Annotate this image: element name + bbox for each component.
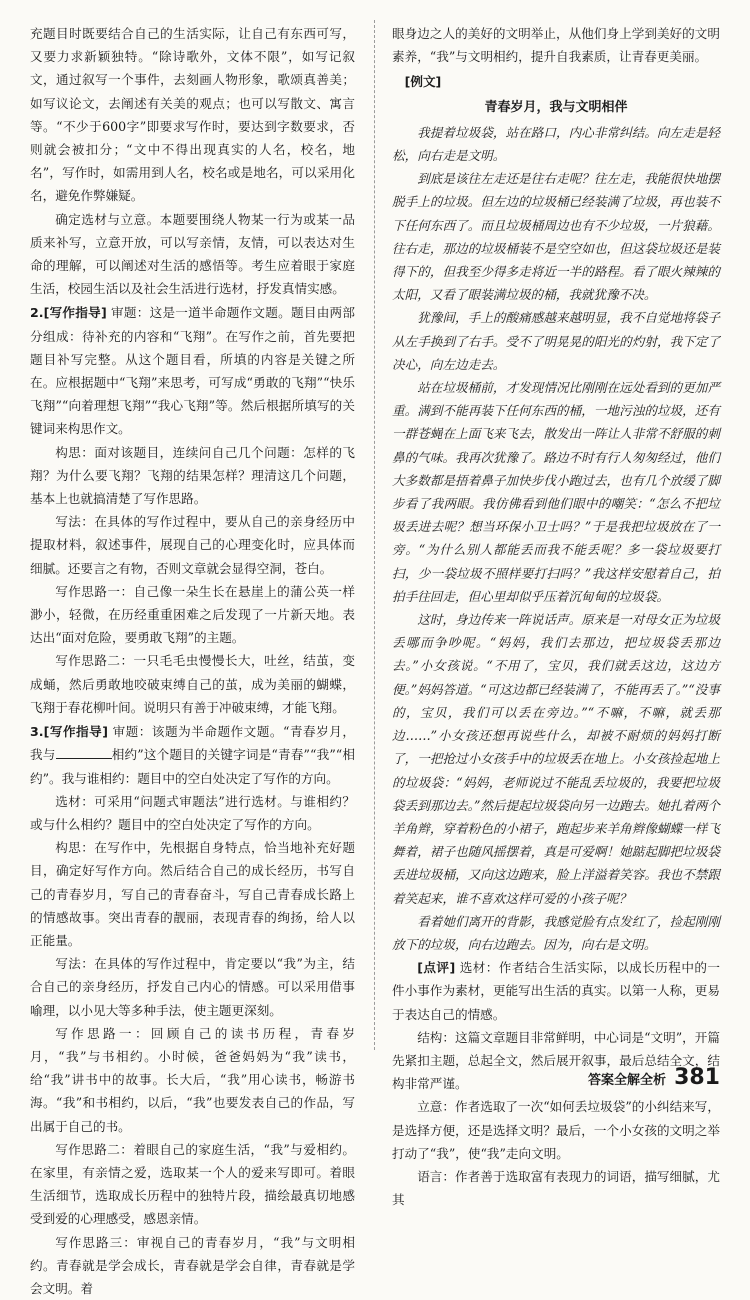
question-number: 2. bbox=[30, 305, 44, 321]
column-divider bbox=[374, 20, 375, 1050]
paragraph: 确定选材与立意。本题要围绕人物某一行为或某一品质来补写，立意开放，可以写亲情，友情，可以表达对生命的理解，可以阐述对生活的感悟等。考生应着眼于家庭生活，校园生活以及社会生活进行选材，抒发真情实感。 bbox=[30, 211, 355, 297]
paragraph: 充题目时既要结合自己的生活实际，让自己有东西可写，又要力求新颖独特。“除诗歌外，文体不限”，如写记叙文，通过叙写一个事件，去刻画人物形象，歌颂真善美；如写议论文，去阐述有关美的观点；也可以写散文、寓言等。“不少于600字”即要求写作时，要达到字数要求，否则就会被扣分；“文中不得出现真实的人名，校名，地名”，写作时，如需用到人名，校名或是地名，可以采用化名，避免作弊嫌疑。 bbox=[30, 26, 355, 204]
paragraph: 写作思路二：着眼自己的家庭生活，“我”与爱相约。在家里，有亲情之爱，选取某一个人的爱来写即可。着眼生活细节，选取成长历程中的独特片段，描绘最真切地感受到爱的心理感受，感恩亲情。 bbox=[30, 1141, 355, 1227]
writing-guide-tag: [写作指导] bbox=[43, 724, 109, 740]
paragraph: 写作思路一：自己像一朵生长在悬崖上的蒲公英一样渺小，轻微，在历经重重困难之后发现了一片新天地。表达出“面对危险，要勇敢飞翔”的主题。 bbox=[30, 583, 355, 646]
example-label: [例文] bbox=[404, 74, 442, 90]
page-footer bbox=[588, 1065, 720, 1090]
essay-paragraph: 看着她们离开的背影，我感觉脸有点发红了，捡起刚刚放下的垃圾，向右边跑去。因为，向右是文明。 bbox=[392, 913, 720, 952]
paragraph: 构思：在写作中，先根据自身特点，恰当地补充好题目，确定好写作方向。然后结合自己的成长经历，书写自己的青春岁月，写自己的青春奋斗，写自己青春成长路上的情感故事。突出青春的靓丽，表现青春的绚扬，给人以正能量。 bbox=[30, 840, 355, 948]
essay-paragraph: 犹豫间，手上的酸痛感越来越明显，我不自觉地将袋子从左手换到了右手。受不了明晃晃的阳光的灼射，我下定了决心，向左边走去。 bbox=[392, 310, 720, 372]
left-column bbox=[30, 22, 355, 1300]
comment-paragraph bbox=[392, 956, 720, 1026]
paragraph: 眼身边之人的美好的文明举止，从他们身上学到美好的文明素养，“我”与文明相约，提升自我素质，让青春更美丽。 bbox=[392, 26, 720, 65]
paragraph: 写法：在具体的写作过程中，肯定要以“我”为主，结合自己的亲身经历，抒发自己内心的情感。可以采用借事喻理，以小见大等多种手法，使主题更深刻。 bbox=[30, 956, 355, 1018]
paragraph: 写作思路三：审视自己的青春岁月，“我”与文明相约。青春就是学会成长，青春就是学会自律，青春就是学会文明。着 bbox=[30, 1234, 355, 1296]
comment-text: 选材：作者结合生活实际，以成长历程中的一件小事作为素材，更能写出生活的真实。以第一人称，更易于表达自己的情感。 bbox=[392, 960, 721, 1022]
essay-paragraph: 站在垃圾桶前，才发现情况比刚刚在远处看到的更加严重。满到不能再装下任何东西的桶，一地污浊的垃圾，还有一群苍蝇在上面飞来飞去，散发出一阵让人非常不舒服的刺鼻的气味。我再次犹豫了。路边不时有行人匆匆经过，他们大多数都是捂着鼻子加快步伐小跑过去，也有几个放缓了脚步看了我两眼。我仿佛看到他们眼中的嘲笑：“怎么不把垃圾丢进去呢？想当环保小卫士吗？”于是我把垃圾放在了一旁。“为什么别人都能丢而我不能丢呢？多一袋垃圾要打扫，少一袋垃圾不照样要打扫吗？”我这样安慰着自己，拍拍手往回走，但心里却似乎压着沉甸甸的垃圾袋。 bbox=[392, 380, 720, 604]
page-number: 381 bbox=[674, 1065, 720, 1090]
essay-title: 青春岁月，我与文明相伴 bbox=[484, 99, 628, 115]
footer-label: 答案全解全析 bbox=[588, 1073, 667, 1088]
comment-paragraph: 立意：作者选取了一次“如何丢垃圾袋”的小纠结来写，是选择方便，还是选择文明？最后，一个小女孩的文明之举打动了“我”，使“我”走向文明。 bbox=[392, 1099, 720, 1161]
right-column bbox=[392, 22, 720, 1211]
essay-paragraph: 到底是该往左走还是往右走呢？往左走，我能很快地摆脱手上的垃圾。但左边的垃圾桶已经装满了垃圾，再也装不下任何东西了。而且垃圾桶周边也有不少垃圾，一片狼藉。往右走，那边的垃圾桶装不是空空如也，但这袋垃圾还是装得下的，但我至少得多走将近一半的路程。看了眼火辣辣的太阳，又看了眼装满垃圾的桶，我就犹豫不决。 bbox=[392, 171, 720, 303]
fill-blank bbox=[56, 746, 112, 759]
paragraph: 写法：在具体的写作过程中，要从自己的亲身经历中提取材料，叙述事件，展现自己的心理变化时，应具体而细腻。还要言之有物，否则文章就会显得空洞，苍白。 bbox=[30, 514, 355, 576]
comment-paragraph: 结构：这篇文章题目非常鲜明，中心词是“文明”，开篇先紧扣主题，总起全文，然后展开叙事，最后总结全文，结构非常严谨。 bbox=[392, 1029, 720, 1092]
comment-paragraph: 语言：作者善于选取富有表现力的词语，描写细腻，尤其 bbox=[392, 1168, 720, 1208]
paragraph: 写作思路二：一只毛毛虫慢慢长大，吐丝，结茧，变成蛹，然后勇敢地咬破束缚自己的茧，成为美丽的蝴蝶，飞翔于春花柳叶间。说明只有善于冲破束缚，才能飞翔。 bbox=[30, 653, 355, 715]
question-2-guide bbox=[30, 301, 355, 440]
paragraph: 相约”这个题目的关键字词是“青春”“我”“相约”。我与谁相约：题目中的空白处决定了写作的方向。 bbox=[30, 747, 355, 786]
paragraph: 审题：该题为半命题作文题。“青春岁月，我与 bbox=[30, 724, 355, 763]
essay-paragraph: 这时，身边传来一阵说话声。原来是一对母女正为垃圾丢哪而争吵呢。“妈妈，我们去那边，把垃圾袋丢那边去。”小女孩说。“不用了，宝贝，我们就丢这边，这边方便。”妈妈答道。“可这边都已经装满了，不能再丢了。”“没事的，宝贝，我们可以丢在旁边。”“不嘛，不嘛，就丢那边……”小女孩还想再说些什么，却被不耐烦的妈妈打断了，一把抢过小女孩手中的垃圾丢在地上。小女孩捡起地上的垃圾袋：“妈妈，老师说过不能乱丢垃圾的，我要把垃圾袋丢到那边去。”然后提起垃圾袋向另一边跑去。她扎着两个羊角辫，穿着粉色的小裙子，跑起步来羊角辫像蝴蝶一样飞舞着，裙子也随风摇摆着，真是可爱啊！她踮起脚把垃圾袋丢进垃圾桶，又向这边跑来，脸上洋溢着笑容。我也不禁跟着笑起来，谁不喜欢这样可爱的小孩子呢？ bbox=[392, 612, 720, 906]
paragraph: 选材：可采用“问题式审题法”进行选材。与谁相约？或与什么相约？题目中的空白处决定了写作的方向。 bbox=[30, 793, 355, 832]
comment-tag: [点评] bbox=[417, 960, 456, 976]
question-number: 3. bbox=[30, 724, 44, 740]
paragraph: 写作思路一：回顾自己的读书历程，青春岁月，“我”与书相约。小时候，爸爸妈妈为“我”读书，给“我”讲书中的故事。长大后，“我”用心读书，畅游书海。“我”和书相约，以后，“我”也要发表自己的作品，写出属于自己的书。 bbox=[30, 1025, 355, 1134]
paragraph: 审题：这是一道半命题作文题。题目由两部分组成：待补充的内容和“飞翔”。在写作之前，首先要把题目补写完整。从这个题目看，所填的内容是关键之所在。应根据题中“飞翔”来思考，可写成“勇敢的飞翔”“快乐飞翔”“向着理想飞翔”“我心飞翔”等。然后根据所填写的关键词来构思作文。 bbox=[30, 305, 356, 437]
paragraph: 构思：面对该题目，连续问自己几个问题：怎样的飞翔？为什么要飞翔？飞翔的结果怎样？理清这几个问题，基本上也就搞清楚了写作思路。 bbox=[30, 444, 355, 507]
writing-guide-tag: [写作指导] bbox=[43, 305, 107, 321]
question-3-guide bbox=[30, 720, 355, 790]
essay-paragraph: 我提着垃圾袋，站在路口，内心非常纠结。向左走是轻松，向右走是文明。 bbox=[392, 124, 720, 164]
